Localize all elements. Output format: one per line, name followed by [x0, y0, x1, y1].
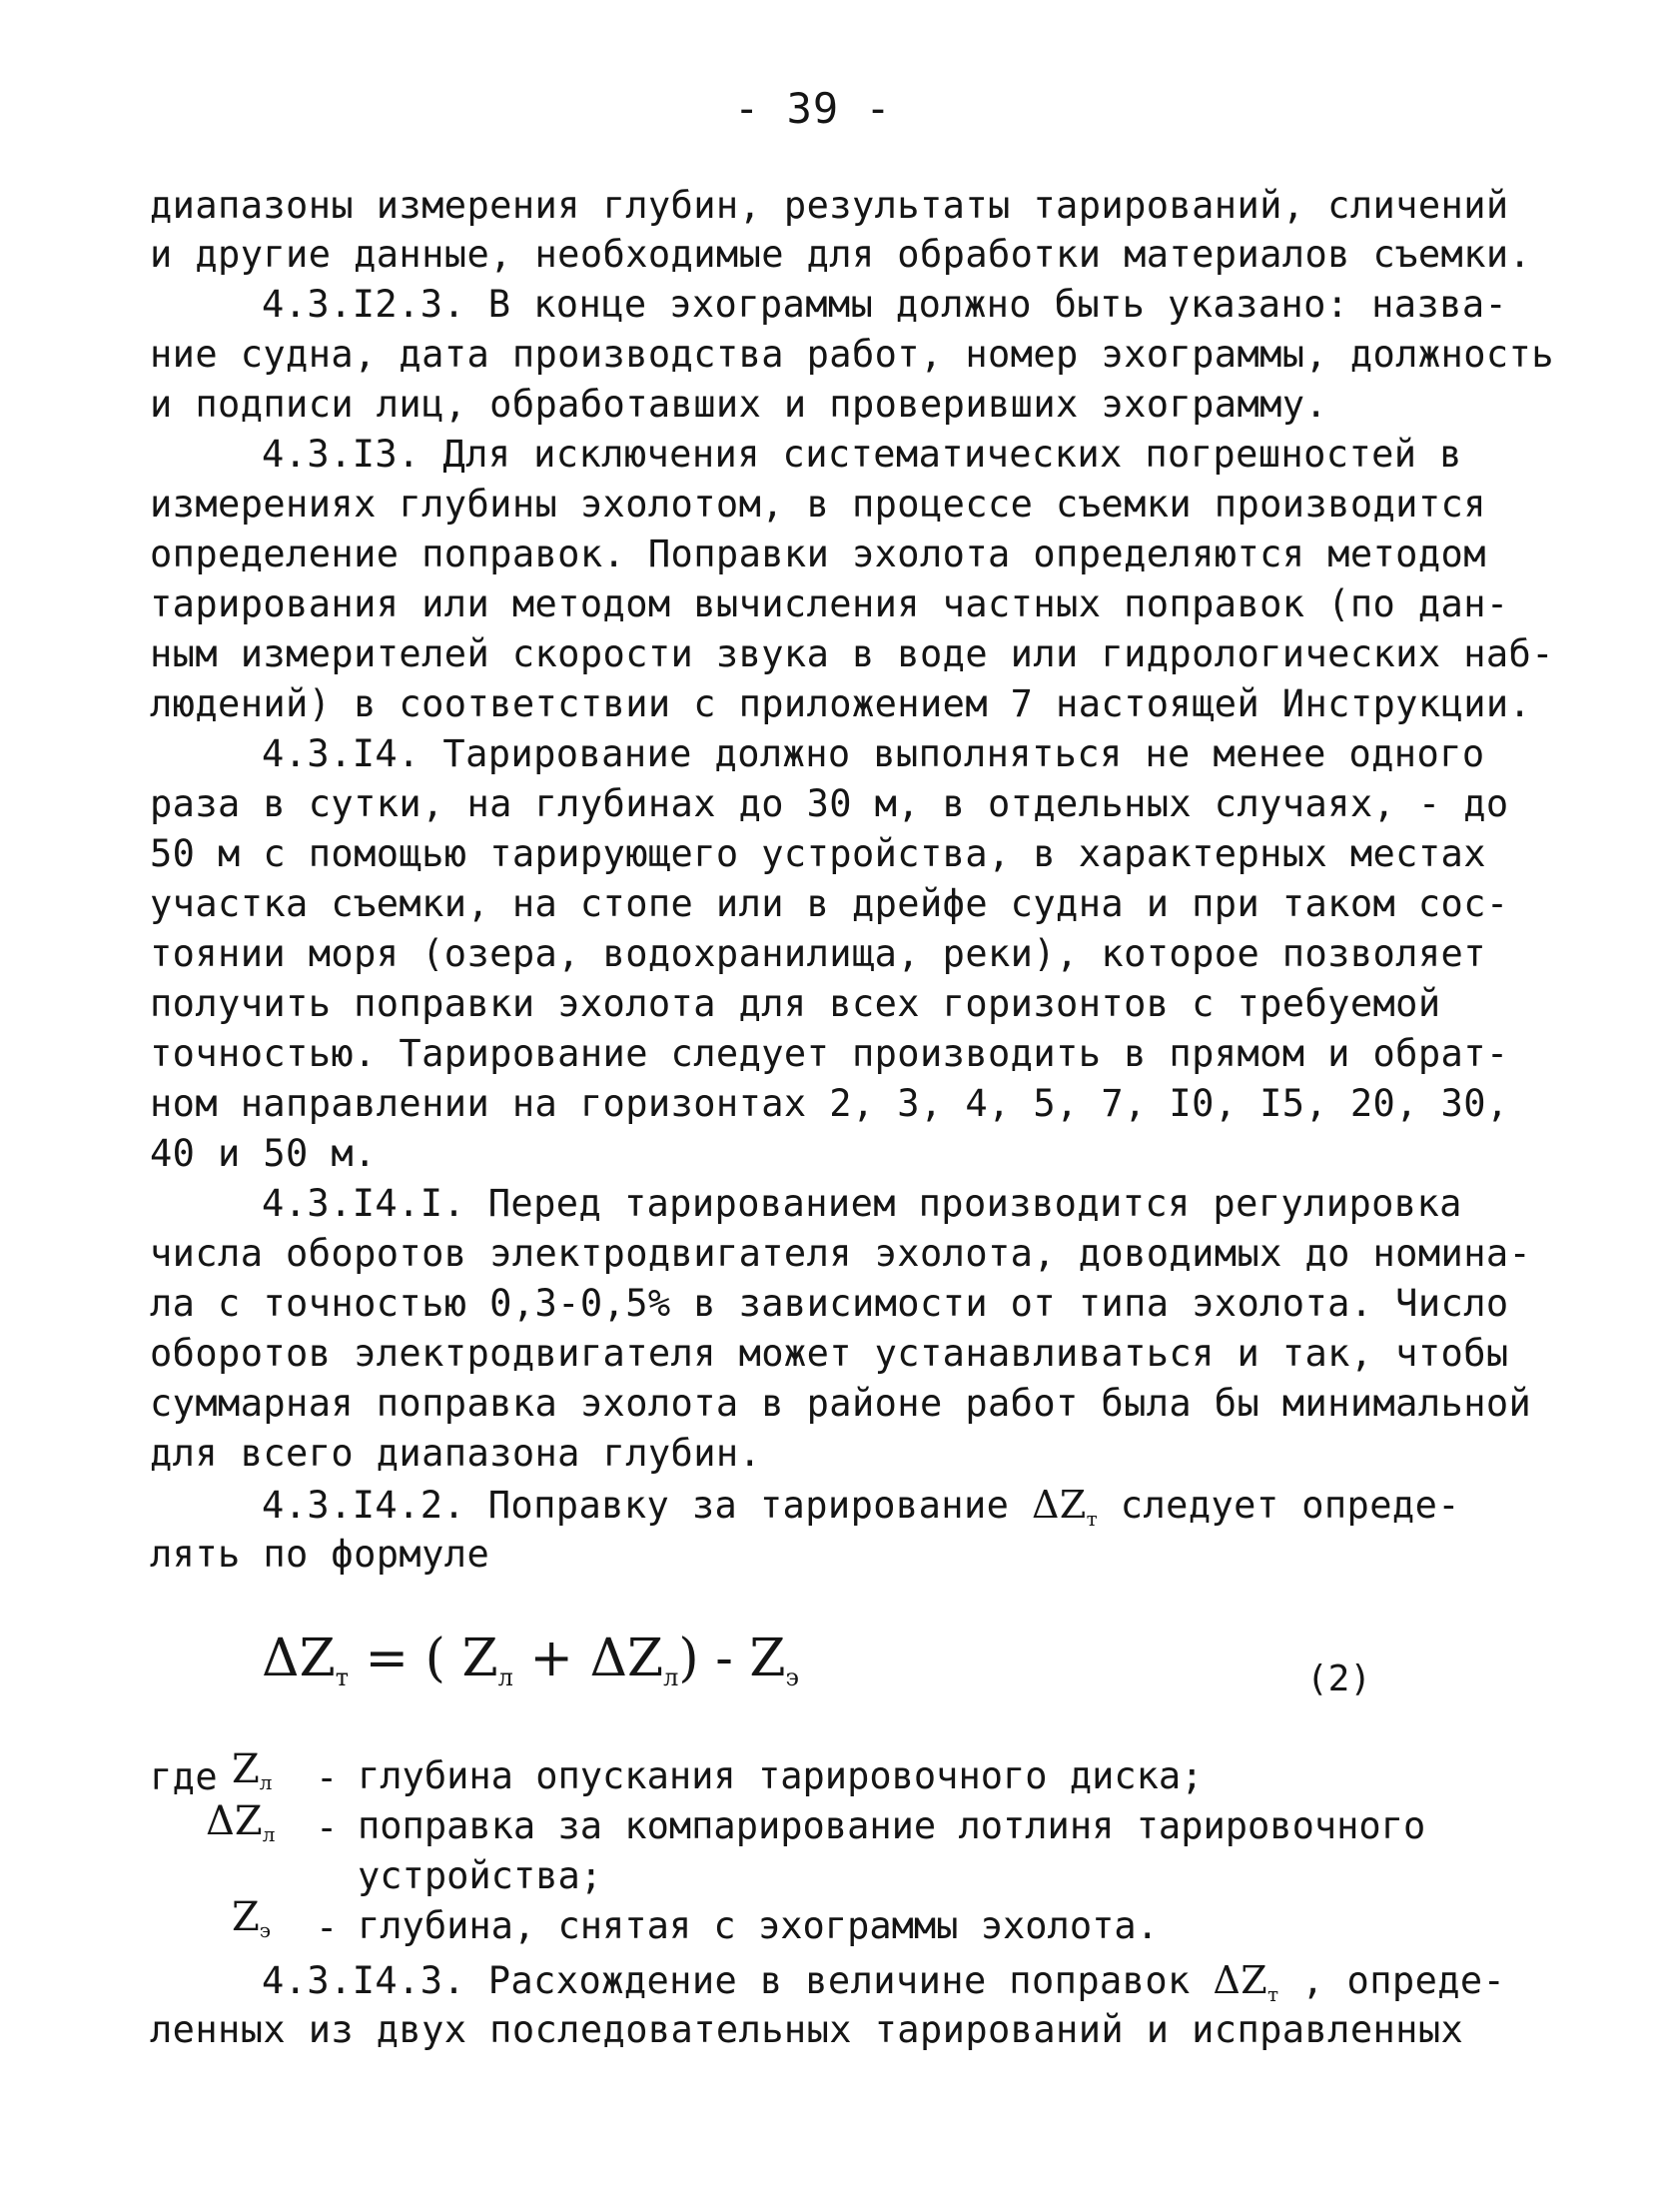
formula-number: (2): [1306, 1659, 1372, 1699]
paragraph-4-line-4: участка съемки, на стопе или в дрейфе судна и при таком сос-: [150, 882, 1509, 925]
paragraph-1-line-1: диапазоны измерения глубин, результаты тарирований, сличений: [150, 184, 1509, 227]
where-dash-3: -: [316, 1906, 339, 1949]
formula-minus: ) -: [678, 1629, 750, 1688]
paragraph-3-line-4: тарирования или методом вычисления частных поправок (по дан-: [150, 582, 1509, 625]
paragraph-4-line-2: раза в сутки, на глубинах до 30 м, в отдельных случаях, - до: [150, 782, 1509, 825]
paragraph-3-line-5: ным измерителей скорости звука в воде или гидрологических наб-: [150, 632, 1554, 675]
delta-z-t-symbol-2: $\Delta Z_т$: [1213, 1958, 1279, 2006]
paragraph-6-text-after: следует опреде-: [1098, 1484, 1460, 1527]
paragraph-2-line-2: ние судна, дата производства работ, номер эхограммы, должность: [150, 333, 1554, 376]
paragraph-6-text-before: 4.3.I4.2. Поправку за тарирование: [262, 1484, 1032, 1527]
delta-z-t-symbol: $\Delta Z_т$: [1031, 1483, 1099, 1531]
paragraph-6-line-2: лять по формуле: [150, 1533, 490, 1576]
where-text-3: глубина, снятая с эхограммы эхолота.: [358, 1904, 1159, 1947]
where-dash-1: -: [316, 1756, 339, 1799]
paragraph-7-text-after: , опреде-: [1278, 1959, 1506, 2002]
formula-delta-1: Δ: [262, 1629, 300, 1688]
paragraph-3-line-1: 4.3.I3. Для исключения систематических погрешностей в: [262, 433, 1462, 476]
paragraph-5-line-5: суммарная поправка эхолота в районе работ была бы минимальной: [150, 1382, 1532, 1425]
where-text-2: поправка за компарирование лотлиня тарировочного: [358, 1804, 1426, 1847]
formula-z-t: Z: [299, 1629, 336, 1688]
paragraph-2-line-3: и подписи лиц, обработавших и проверивших эхограмму.: [150, 383, 1328, 426]
page-number: - 39 -: [734, 84, 892, 133]
formula-sub-l: л: [497, 1663, 513, 1691]
paragraph-3-line-3: определение поправок. Поправки эхолота определяются методом: [150, 533, 1486, 575]
paragraph-5-line-6: для всего диапазона глубин.: [150, 1432, 762, 1475]
formula-z-l-2: Z: [627, 1629, 664, 1688]
where-text-1: глубина опускания тарировочного диска;: [358, 1754, 1204, 1797]
where-dash-2: -: [316, 1806, 339, 1849]
where-symbol-3: $Z_э$: [232, 1894, 271, 1942]
formula-2: [262, 1629, 799, 1708]
paragraph-2-line-1: 4.3.I2.3. В конце эхограммы должно быть указано: назва-: [262, 283, 1508, 326]
paragraph-4-line-9: 40 и 50 м.: [150, 1132, 377, 1175]
formula-equals: = (: [348, 1629, 462, 1688]
formula-plus: +: [512, 1629, 590, 1688]
paragraph-5-line-2: числа оборотов электродвигателя эхолота, доводимых до номина-: [150, 1232, 1532, 1275]
formula-delta-2: Δ: [589, 1629, 628, 1688]
paragraph-7-text-before: 4.3.I4.3. Расхождение в величине поправок: [262, 1959, 1214, 2002]
paragraph-4-line-6: получить поправки эхолота для всех горизонтов с требуемой: [150, 982, 1441, 1025]
paragraph-7-line-2: ленных из двух последовательных тарирований и исправленных: [150, 2008, 1464, 2051]
formula-sub-l-2: л: [663, 1663, 679, 1691]
paragraph-4-line-7: точностью. Тарирование следует производить в прямом и обрат-: [150, 1032, 1509, 1075]
paragraph-4-line-3: 50 м с помощью тарирующего устройства, в характерных местах: [150, 832, 1486, 875]
paragraph-5-line-3: ла с точностью 0,3-0,5% в зависимости от типа эхолота. Число: [150, 1282, 1509, 1325]
formula-sub-e: э: [785, 1663, 799, 1691]
formula-sub-t: т: [335, 1663, 349, 1691]
where-symbol-1: $Z_л$: [232, 1746, 273, 1794]
where-text-2-cont: устройства;: [358, 1854, 603, 1897]
paragraph-3-line-2: измерениях глубины эхолотом, в процессе съемки производится: [150, 483, 1486, 526]
formula-z-e: Z: [749, 1629, 786, 1688]
where-symbol-2: $\Delta Z_л$: [206, 1798, 276, 1846]
paragraph-4-line-8: ном направлении на горизонтах 2, 3, 4, 5, 7, I0, I5, 20, 30,: [150, 1082, 1509, 1125]
paragraph-1-line-2: и другие данные, необходимые для обработки материалов съемки.: [150, 233, 1532, 276]
paragraph-4-line-1: 4.3.I4. Тарирование должно выполняться не менее одного: [262, 732, 1485, 775]
paragraph-4-line-5: тоянии моря (озера, водохранилища, реки), которое позволяет: [150, 932, 1486, 975]
where-label: где: [150, 1755, 219, 1798]
paragraph-5-line-1: 4.3.I4.I. Перед тарированием производится регулировка: [262, 1182, 1462, 1225]
paragraph-5-line-4: оборотов электродвигателя может устанавливаться и так, чтобы: [150, 1332, 1509, 1375]
paragraph-3-line-6: людений) в соответствии с приложением 7 настоящей Инструкции.: [150, 682, 1532, 725]
formula-z-l: Z: [461, 1629, 498, 1688]
